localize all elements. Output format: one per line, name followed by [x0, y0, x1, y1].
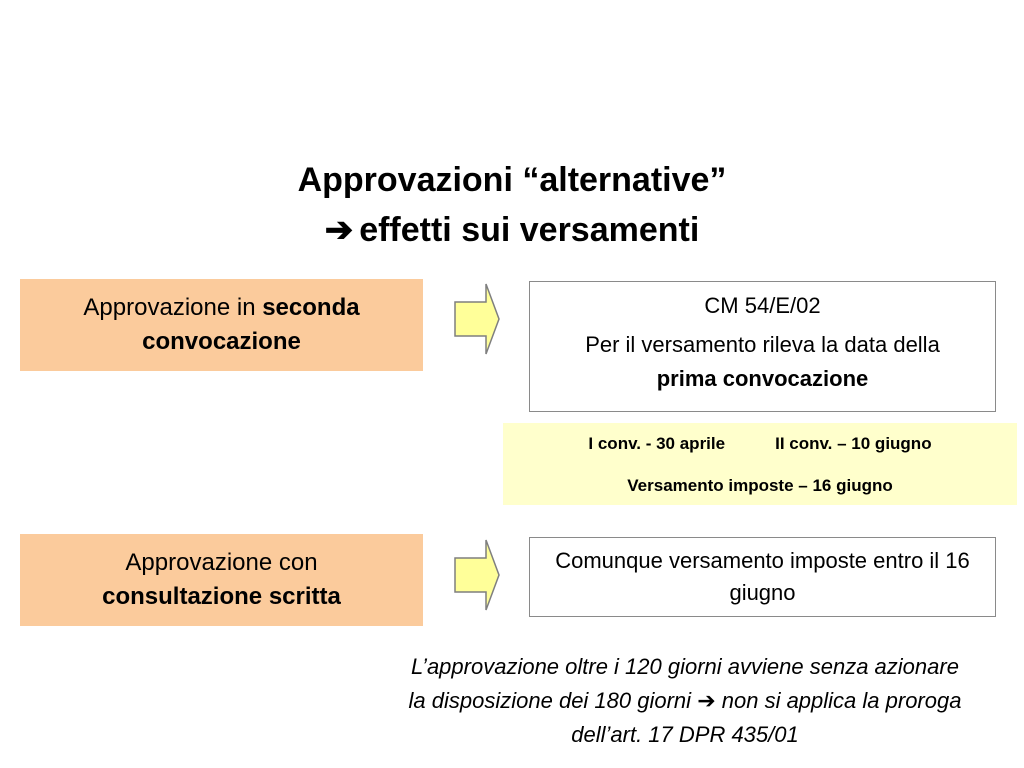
written-consultation-box — [20, 534, 423, 626]
second-convocation-box — [20, 279, 423, 371]
title-line-1: Approvazioni “alternative” — [297, 161, 727, 199]
written-consultation-prefix: Approvazione con — [125, 549, 318, 576]
dates-box — [503, 423, 1017, 505]
right-block-arrow-icon — [454, 283, 500, 355]
payment-deadline-box — [529, 537, 996, 617]
right-block-arrow-icon — [454, 539, 500, 611]
cm-54-description — [530, 328, 995, 396]
cm-54-reference: CM 54/E/02 — [704, 293, 821, 318]
title-line-2 — [0, 205, 1024, 255]
cm-54-description-text: Per il versamento rileva la data della — [585, 332, 940, 357]
first-convocation-date: I conv. - 30 aprile — [588, 434, 726, 453]
convocation-dates — [503, 433, 1017, 455]
footnote — [405, 650, 965, 752]
written-consultation-bold: consultazione scritta — [102, 583, 341, 610]
slide-title — [0, 155, 1024, 255]
right-arrow-icon: ➔ — [697, 688, 716, 713]
right-arrow-icon: ➔ — [324, 211, 354, 249]
footnote-text-2: non si applica la proroga dell’art. 17 DPR 435/01 — [571, 688, 962, 747]
second-convocation-text — [20, 291, 423, 359]
cm-54-box — [529, 281, 996, 412]
second-convocation-bold: seconda convocazione — [142, 294, 360, 355]
payment-date: Versamento imposte – 16 giugno — [627, 476, 893, 495]
second-convocation-prefix: Approvazione in — [83, 294, 263, 321]
second-convocation-date: II conv. – 10 giugno — [775, 434, 932, 453]
title-line-2-text: effetti sui versamenti — [359, 211, 700, 249]
footnote-text-1: L’approvazione oltre i 120 giorni avviene senza azionare la disposizione dei 180 giorni — [408, 654, 959, 713]
cm-54-description-bold: prima convocazione — [656, 366, 869, 391]
payment-deadline-text: Comunque versamento imposte entro il 16 giugno — [555, 548, 970, 605]
